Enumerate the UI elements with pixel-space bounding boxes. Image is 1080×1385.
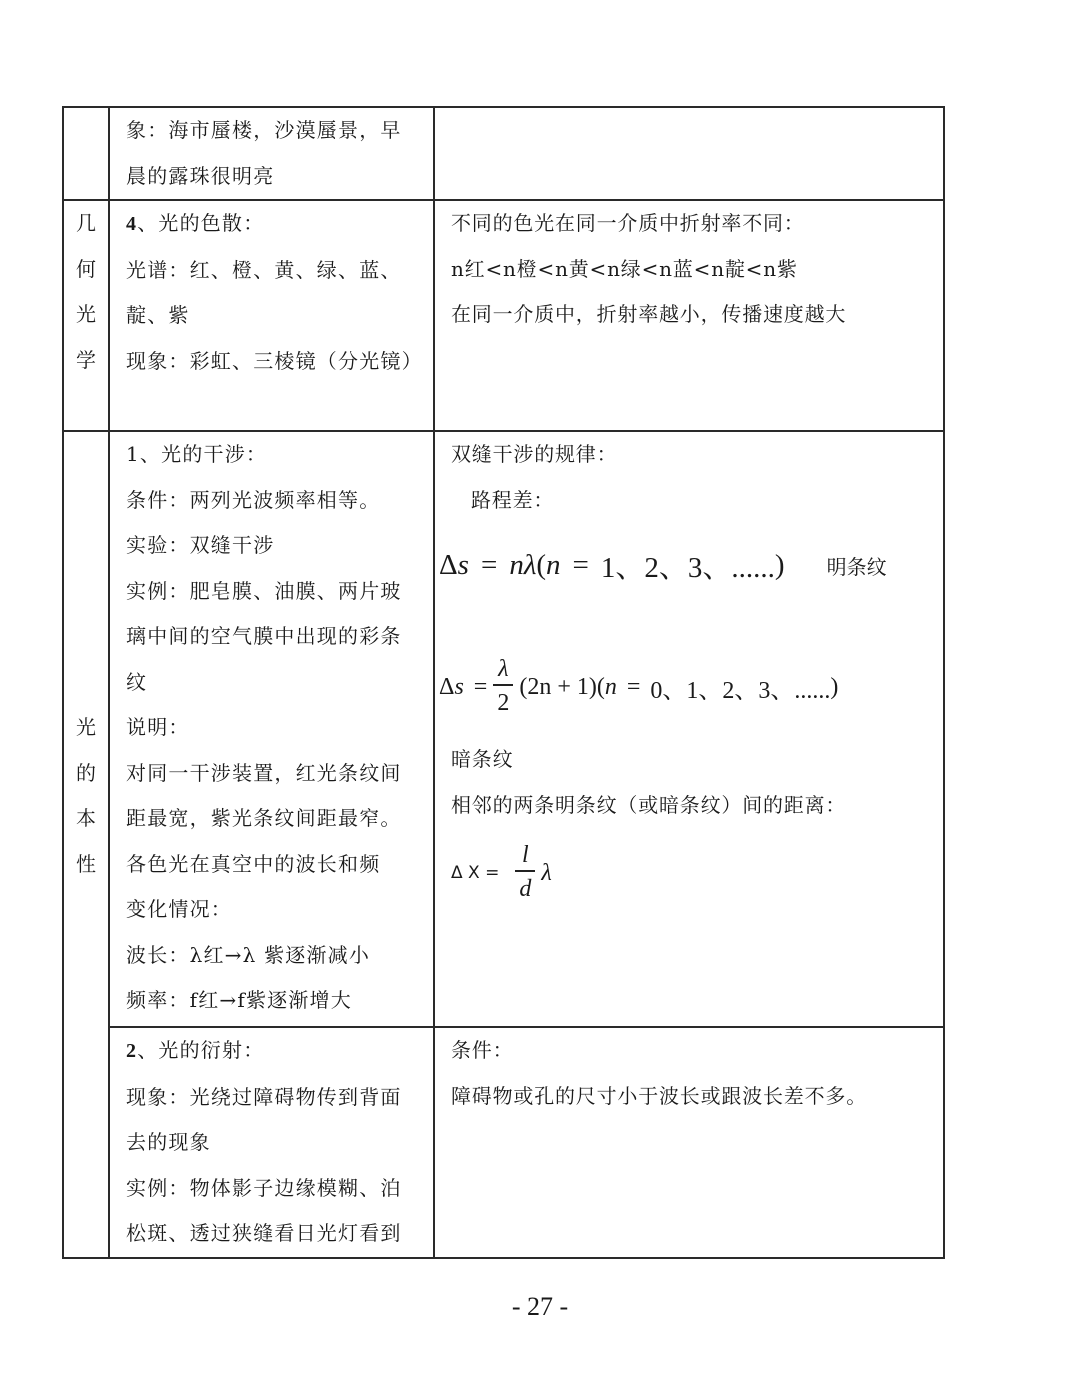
- interference-rules-cell: [434, 431, 944, 1027]
- diffraction-heading: [126, 1028, 423, 1075]
- formula-paren: (: [596, 673, 605, 700]
- dispersion-heading: [126, 201, 423, 248]
- text-line: 说明：: [126, 715, 190, 739]
- table-row-diffraction: [63, 1027, 944, 1258]
- delta-symbol: Δ: [439, 673, 455, 700]
- text-line: 不同的色光在同一介质中折射率不同：: [451, 211, 805, 235]
- heading-number: 2: [126, 1040, 138, 1062]
- refraction-order-line: n红<n橙<n黄<n绿<n蓝<n靛<n紫: [451, 256, 798, 281]
- text-line: 靛、紫: [126, 303, 190, 327]
- fraction-denominator: d: [519, 876, 532, 902]
- table-row-continuation: [63, 107, 944, 200]
- text-line: 实例：物体影子边缘模糊、泊: [126, 1175, 402, 1200]
- text-line: 各色光在真空中的波长和频: [126, 851, 381, 876]
- diffraction-condition-cell: [434, 1027, 944, 1258]
- formula-eq: =: [480, 548, 498, 581]
- fraction-denominator: 2: [497, 690, 510, 716]
- dispersion-description-cell: [109, 200, 434, 431]
- section-label-char: 学: [76, 347, 96, 372]
- section-label-char: 光: [76, 715, 96, 739]
- text-line: 距最宽，紫光条纹间距最窄。: [126, 806, 402, 830]
- fringe-spacing-label: 相邻的两条明条纹（或暗条纹）间的距离：: [451, 792, 847, 817]
- formula-lambda: λ: [541, 859, 552, 886]
- formula-var: n: [604, 673, 617, 700]
- heading-number: 4: [126, 213, 138, 235]
- text-line: 实验：双缝干涉: [126, 533, 275, 557]
- section-label-char: 本: [76, 806, 96, 830]
- frequency-line: 频率：f红→f紫逐渐增大: [126, 988, 352, 1012]
- formula-eq: =: [626, 673, 641, 700]
- text-line: 变化情况：: [126, 897, 232, 921]
- interference-description-cell: [109, 431, 434, 1027]
- table-row-dispersion: [63, 200, 944, 431]
- formula-rhs: nλ: [509, 548, 537, 581]
- text-line: 松斑、透过狭缝看日光灯看到: [126, 1221, 402, 1245]
- condition-label: 条件：: [451, 1038, 514, 1062]
- dispersion-rules-cell: [434, 200, 944, 431]
- interference-heading: 1、光的干涉：: [126, 442, 268, 466]
- text-line: 对同一干涉装置，红光条纹间: [126, 760, 402, 785]
- diffraction-description-cell: [109, 1027, 434, 1258]
- formula-var: n: [546, 548, 561, 581]
- section-label-char: 何: [76, 256, 96, 281]
- formula-var: s: [457, 548, 469, 581]
- text-line: 障碍物或孔的尺寸小于波长或跟波长差不多。: [451, 1083, 867, 1108]
- physics-summary-table: [62, 106, 945, 1259]
- left-content-cell: [109, 107, 434, 200]
- text-line: 条件：两列光波频率相等。: [126, 487, 381, 512]
- bright-fringe-label: 明条纹: [826, 554, 887, 579]
- formula-var: s: [454, 673, 464, 700]
- text-line: 现象：光绕过障碍物传到背面: [126, 1084, 402, 1109]
- dark-fringe-label: 暗条纹: [451, 747, 514, 771]
- dark-fringe-formula: [435, 637, 943, 737]
- section-label-cell-empty: [63, 107, 109, 200]
- table-row-interference: [63, 431, 944, 1027]
- delta-symbol: Δ: [439, 548, 458, 581]
- text-line: 晨的露珠很明亮: [126, 163, 275, 188]
- section-label-char: 性: [76, 851, 96, 876]
- text-line: 纹: [126, 669, 148, 694]
- section-label-geometric-optics: [63, 200, 109, 431]
- text-line: 光谱：红、橙、黄、绿、蓝、: [126, 257, 402, 282]
- formula-factor: (2n + 1): [519, 673, 597, 700]
- page-number: - 27 -: [511, 1292, 569, 1321]
- heading-text: 、光的衍射：: [137, 1038, 265, 1062]
- right-content-cell-empty: [434, 107, 944, 200]
- bright-fringe-formula: [435, 535, 943, 595]
- fringe-spacing-formula: [435, 828, 943, 918]
- section-label-char: 几: [76, 211, 96, 235]
- section-label-char: 的: [76, 760, 96, 785]
- text-line: 实例：肥皂膜、油膜、两片玻: [126, 578, 402, 603]
- fraction-numerator: l: [521, 842, 529, 868]
- text-line: 象：海市蜃楼，沙漠蜃景，早: [126, 118, 402, 142]
- formula-paren: (: [536, 548, 547, 581]
- formula-values: 0、1、2、3、......: [650, 677, 831, 704]
- formula-values: 1、2、3、......: [600, 551, 775, 584]
- fraction-numerator: λ: [498, 656, 509, 682]
- fraction: [515, 840, 535, 906]
- section-label-char: 光: [76, 302, 96, 326]
- formula-lhs: Δ X =: [451, 863, 500, 883]
- double-slit-heading: 双缝干涉的规律：: [451, 442, 618, 466]
- formula-eq: =: [473, 673, 488, 700]
- section-label-nature-of-light: [63, 431, 109, 1258]
- text-line: 在同一介质中，折射率越小，传播速度越大: [451, 302, 847, 326]
- wavelength-line: 波长：λ红→λ 紫逐渐减小: [126, 942, 371, 967]
- text-line: 现象：彩虹、三棱镜（分光镜）: [126, 348, 423, 373]
- formula-eq: =: [572, 548, 589, 581]
- text-line: 璃中间的空气膜中出现的彩条: [126, 624, 402, 648]
- heading-text: 、光的色散：: [137, 211, 265, 235]
- formula-paren: ): [830, 673, 839, 700]
- path-difference-label: 路程差：: [471, 487, 555, 512]
- formula-paren: ): [774, 548, 785, 581]
- text-line: 去的现象: [126, 1130, 211, 1154]
- fraction: [493, 654, 513, 720]
